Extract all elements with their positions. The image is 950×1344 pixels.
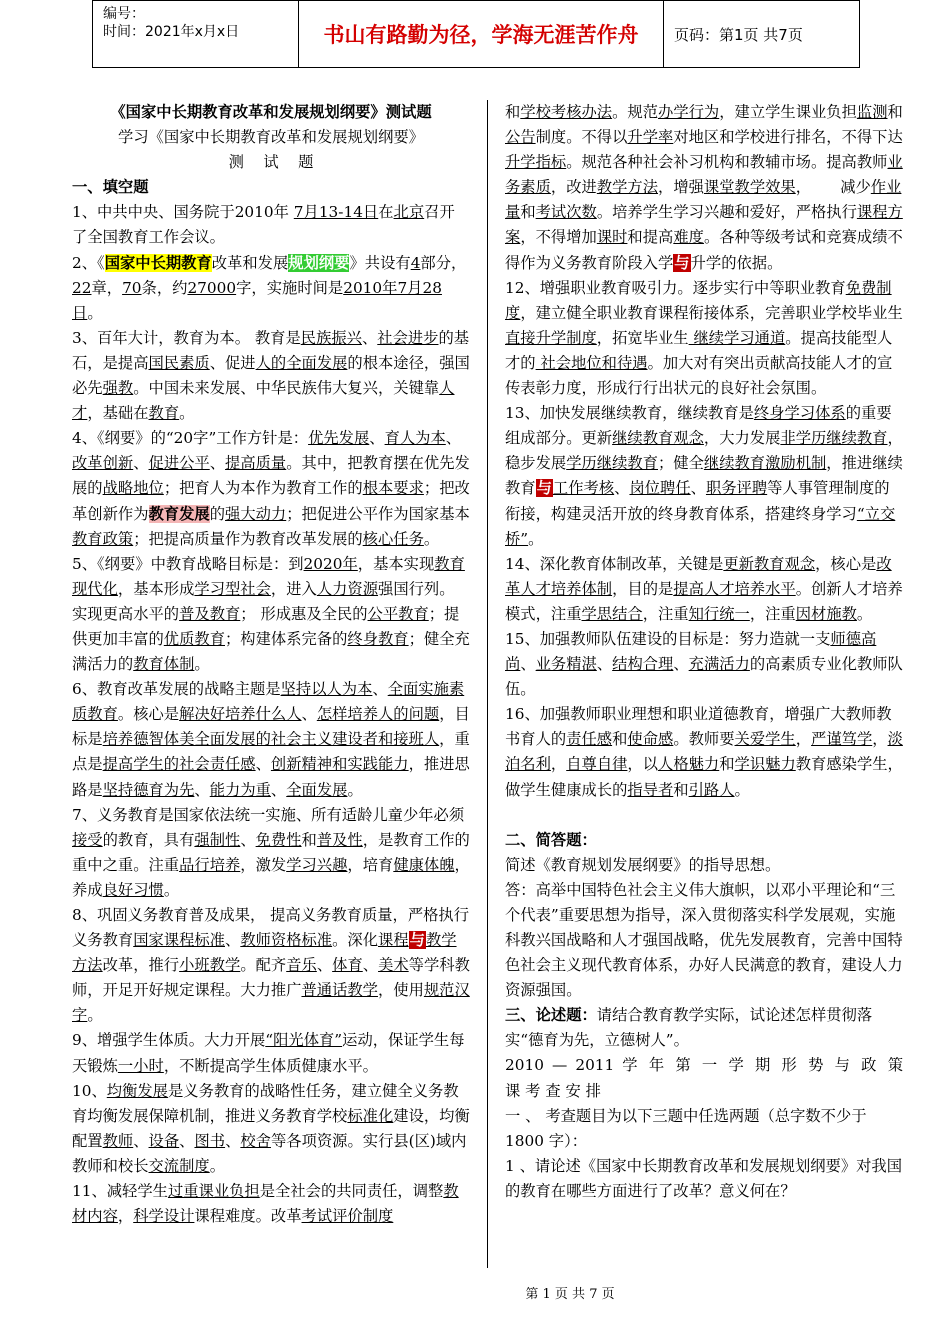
spacer xyxy=(505,803,903,828)
short-answer: 答：高举中国特色社会主义伟大旗帜，以邓小平理论和“三个代表”重要思想为指导，深入贯彻落实科学发展观，实施科教兴国战略和人才强国战略，优先发展教育，完善中国特色社会主义现代教育体系，办好人民满意的教育，建设人力资源强国。 xyxy=(505,880,903,1000)
doc-title: 《国家中长期教育改革和发展规划纲要》测试题 xyxy=(110,103,432,121)
question-16: 16、加强教师职业理想和职业道德教育，增强广大教师教书育人的责任感和使命感。教师要关爱学生，严谨笃学，淡泊名利，自尊自律，以人格魅力和学识魅力教育感染学生，做学生健康成长的指导者和引路人。 xyxy=(505,705,903,799)
question-7: 7、义务教育是国家依法统一实施、所有适龄儿童少年必须接受的教育，具有强制性、免费性和普及性，是教育工作的重中之重。注重品行培养，激发学习兴趣，培育健康体魄，养成良好习惯。 xyxy=(72,805,470,899)
semester-line-2: 课 考 查 安 排 xyxy=(505,1081,601,1100)
exam-question-1: 1 、请论述《国家中长期教育改革和发展规划纲要》对我国的教育在哪些方面进行了改革？意义何在？ xyxy=(505,1156,903,1200)
header-page-label: 页码：第1页 共7页 xyxy=(674,25,803,44)
question-13: 13、加快发展继续教育，继续教育是终身学习体系的重要组成部分。更新继续教育观念，大力发展非学历继续教育，稳步发展学历继续教育；健全继续教育激励机制，推进继续教育与工作考核、岗位聘任、职务评聘等人事管理制度的衔接，构建灵活开放的终身教育体系，搭建终身学习“立交桥”。 xyxy=(505,404,903,548)
question-3: 3、百年大计，教育为本。 教育是民族振兴、社会进步的基石，是提高国民素质、促进人的全面发展的根本途径，强国必先强教。中国未来发展、中华民族伟大复兴，关键靠人才，基础在教育。 xyxy=(72,328,470,423)
section-short-answer: 二、简答题： xyxy=(505,830,597,849)
section-fill-blank: 一、填空题 xyxy=(72,178,149,197)
section-essay: 三、论述题： xyxy=(505,1006,597,1025)
header-motto: 书山有路勤为径，学海无涯苦作舟 xyxy=(299,1,664,67)
question-15: 15、加强教师队伍建设的目标是：努力造就一支师德高尚、业务精湛、结构合理、充满活力的高素质专业化教师队伍。 xyxy=(505,629,903,699)
question-1: 1、中共中央、国务院于2010年 7月13-14日在北京召开了全国教育工作会议。 xyxy=(72,203,455,247)
question-11-part2: 和学校考核办法。规范办学行为，建立学生课业负担监测和公告制度。不得以升学率对地区和学校进行排名，不得下达升学指标。规范各种社会补习机构和教辅市场。提高教师业务素质，改进教学方法，增强课堂教学效果， 减少作业量和考试次数。培养学生学习兴趣和爱好，严格执行课程方案，不得增加课时和提高难度。各种等级考试和竞赛成绩不得作为义务教育阶段入学与升学的依据。 xyxy=(505,103,903,272)
question-9: 9、增强学生体质。大力开展“阳光体育”运动，保证学生每天锻炼一小时，不断提高学生体质健康水平。 xyxy=(72,1031,465,1075)
time-label: 时间：2021年x月x日 xyxy=(103,24,240,40)
question-2: 2、《国家中长期教育改革和发展规划纲要》共设有4部分，22章，70条，约27000字，实施时间是2010年7月28日。 xyxy=(72,253,467,322)
question-10: 10、均衡发展是义务教育的战略性任务，建立健全义务教育均衡发展保障机制，推进义务教育学校标准化建设，均衡配置教师、设备、图书、校舍等各项资源。实行县(区)域内教师和校长交流制度。 xyxy=(72,1081,470,1175)
left-column xyxy=(72,100,470,1229)
footer-page-number: 第 1 页 共 7 页 xyxy=(525,1287,615,1302)
number-label: 编号： xyxy=(103,6,145,22)
doc-subtitle2: 测 试 题 xyxy=(228,153,314,172)
header-meta xyxy=(93,1,299,67)
short-question: 简述《教育规划发展纲要》的指导思想。 xyxy=(505,855,781,874)
question-5: 5、《纲要》中教育战略目标是：到2020年，基本实现教育现代化，基本形成学习型社会，进入人力资源强国行列。 实现更高水平的普及教育； 形成惠及全民的公平教育；提供更加丰富的优质教育；构建体系完备的终身教育；健全充满活力的教育体制。 xyxy=(72,554,470,674)
essay-section: 三、论述题：请结合教育教学实际，试论述怎样贯彻落实“德育为先，立德树人”。 xyxy=(505,1006,873,1050)
question-6: 6、教育改革发展的战略主题是坚持以人为本、全面实施素质教育。核心是解决好培养什么人、怎样培养人的问题，目标是培养德智体美全面发展的社会主义建设者和接班人，重点是提高学生的社会责任感、创新精神和实践能力，推进思路是坚持德育为先、能力为重、全面发展。 xyxy=(72,680,470,799)
question-4: 4、《纲要》的“20字”工作方针是：优先发展、育人为本、改革创新、促进公平、提高质量。其中，把教育摆在优先发展的战略地位；把育人为本作为教育工作的根本要求；把改革创新作为教育发展的强大动力；把促进公平作为国家基本教育政策；把提高质量作为教育改革发展的核心任务。 xyxy=(72,429,470,548)
question-11-part1: 11、减轻学生过重课业负担是全社会的共同责任，调整教材内容，科学设计课程难度。改革考试评价制度 xyxy=(72,1182,459,1226)
exam-note: 一 、 考查题目为以下三题中任选两题（总字数不少于 1800 字）： xyxy=(505,1106,867,1150)
question-14: 14、深化教育体制改革，关键是更新教育观念，核心是改革人才培养体制，目的是提高人才培养水平。创新人才培养模式，注重学思结合，注重知行统一，注重因材施教。 xyxy=(505,554,903,623)
column-divider xyxy=(487,100,488,1268)
semester-line-1: 2010 — 2011 学 年 第 一 学 期 形 势 与 政 策 xyxy=(505,1056,903,1075)
header-table xyxy=(92,0,860,68)
question-8: 8、巩固义务教育普及成果， 提高义务教育质量，严格执行义务教育国家课程标准、教师资格标准。深化课程与教学方法改革，推行小班教学。配齐音乐、体育、美术等学科教师，开足开好规定课程。大力推广普通话教学，使用规范汉字。 xyxy=(72,906,470,1025)
doc-subtitle: 学习《国家中长期教育改革和发展规划纲要》 xyxy=(118,128,424,147)
question-12: 12、增强职业教育吸引力。逐步实行中等职业教育免费制度，建立健全职业教育课程衔接体系，完善职业学校毕业生 直接升学制度，拓宽毕业生 继续学习通道。提高技能型人才的 社会地位和待遇。加大对有突出贡献高技能人才的宣传表彰力度，形成行行出状元的良好社会氛围。 xyxy=(505,278,903,398)
right-column xyxy=(505,100,903,1204)
page-footer xyxy=(0,1283,950,1302)
